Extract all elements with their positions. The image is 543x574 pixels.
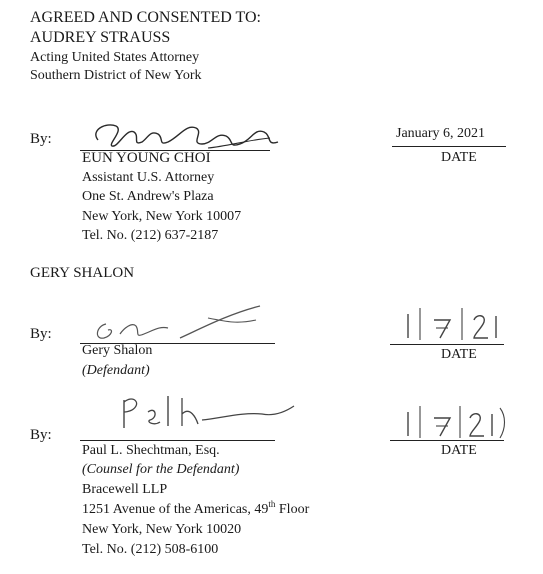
counsel-handwritten-signature	[112, 392, 312, 438]
government-date-line	[392, 146, 506, 147]
defendant-role: (Defendant)	[82, 363, 150, 378]
counsel-address-line-2: New York, New York 10020	[82, 522, 242, 537]
government-address-line-2: New York, New York 10007	[82, 209, 242, 224]
by-label-defendant: By:	[30, 326, 52, 342]
counsel-address-line-1: 1251 Avenue of the Americas, 49th Floor	[82, 499, 310, 517]
government-phone: Tel. No. (212) 637-2187	[82, 228, 219, 243]
defendant-handwritten-date	[396, 306, 516, 342]
government-address-line-1: One St. Andrew's Plaza	[82, 189, 214, 204]
counsel-signature-line	[80, 440, 275, 441]
government-signature-date: January 6, 2021	[396, 126, 486, 141]
agreed-heading: AGREED AND CONSENTED TO:	[30, 9, 261, 26]
counsel-role: (Counsel for the Defendant)	[82, 462, 240, 477]
government-date-label: DATE	[441, 150, 477, 165]
by-label-counsel: By:	[30, 427, 52, 443]
counsel-name: Paul L. Shechtman, Esq.	[82, 443, 220, 458]
counsel-firm: Bracewell LLP	[82, 482, 168, 497]
defendant-handwritten-signature	[88, 304, 288, 344]
counsel-phone: Tel. No. (212) 508-6100	[82, 542, 219, 557]
defendant-heading: GERY SHALON	[30, 265, 135, 281]
defendant-date-line	[390, 344, 504, 345]
counsel-date-line	[390, 440, 504, 441]
defendant-name: Gery Shalon	[82, 343, 153, 358]
government-signer-name: EUN YOUNG CHOI	[82, 150, 211, 166]
by-label-government: By:	[30, 131, 52, 147]
government-signer-title: Assistant U.S. Attorney	[82, 170, 215, 185]
counsel-date-label: DATE	[441, 443, 477, 458]
us-attorney-title: Acting United States Attorney	[30, 50, 200, 65]
district-name: Southern District of New York	[30, 68, 202, 83]
counsel-handwritten-date	[396, 404, 516, 440]
defendant-date-label: DATE	[441, 347, 477, 362]
us-attorney-name: AUDREY STRAUSS	[30, 29, 171, 46]
